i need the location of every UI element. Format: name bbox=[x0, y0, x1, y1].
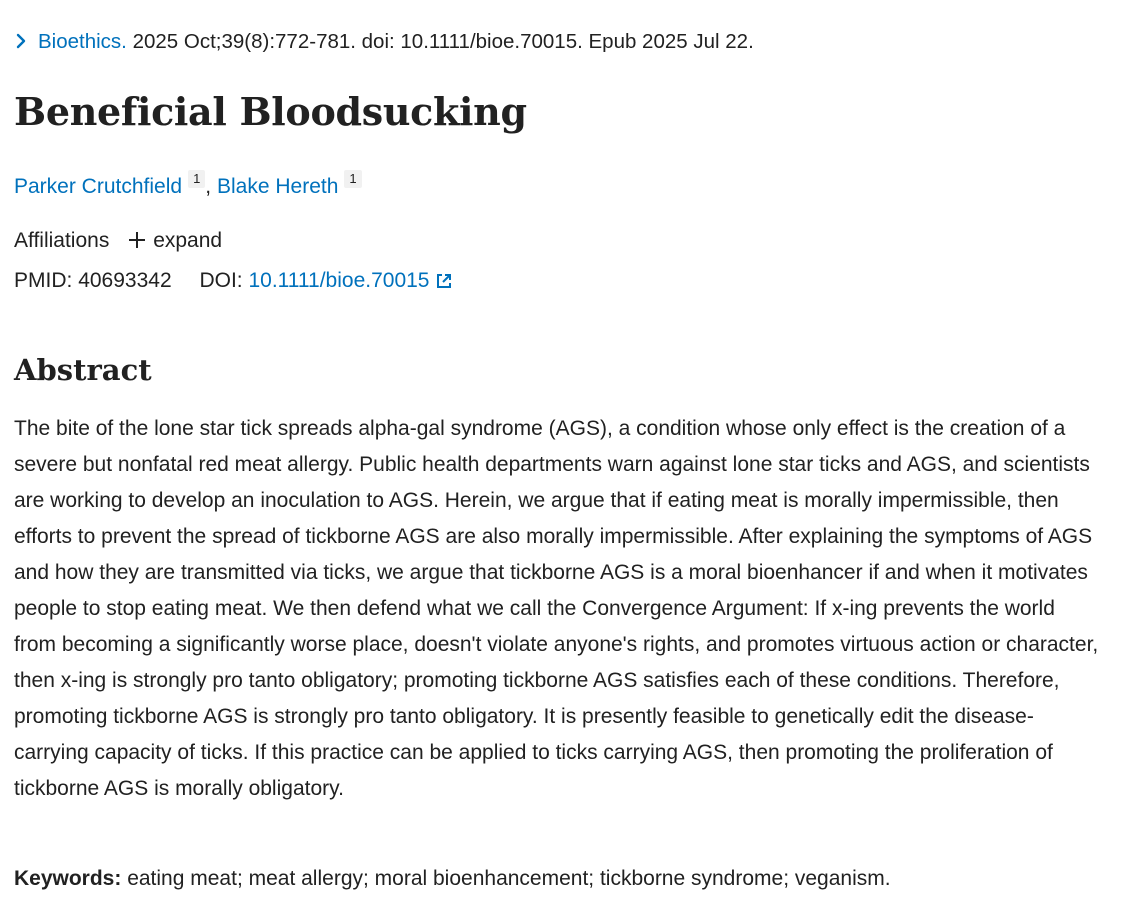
expand-affiliations-button[interactable] bbox=[129, 229, 222, 252]
author-separator: , bbox=[205, 175, 212, 198]
author-list bbox=[14, 170, 362, 202]
affiliation-ref[interactable]: 1 bbox=[188, 170, 205, 188]
chevron-right-icon[interactable] bbox=[14, 33, 28, 49]
affiliations-label: Affiliations bbox=[14, 229, 110, 252]
plus-icon bbox=[129, 232, 145, 248]
citation-line bbox=[14, 29, 754, 55]
journal-link[interactable]: Bioethics. bbox=[38, 30, 127, 53]
abstract-heading: Abstract bbox=[14, 353, 152, 387]
keywords-list: eating meat; meat allergy; moral bioenhancement; tickborne syndrome; veganism. bbox=[127, 867, 891, 890]
doi-link[interactable] bbox=[248, 269, 452, 292]
affiliation-ref[interactable]: 1 bbox=[344, 170, 361, 188]
author-link[interactable]: Blake Hereth bbox=[216, 175, 339, 198]
pmid-value: 40693342 bbox=[78, 269, 172, 292]
pmid-label: PMID: bbox=[14, 269, 73, 292]
keywords-label: Keywords: bbox=[14, 867, 122, 890]
article-title: Beneficial Bloodsucking bbox=[14, 89, 527, 134]
external-link-icon bbox=[435, 272, 453, 290]
doi-value: 10.1111/bioe.70015 bbox=[248, 269, 430, 292]
doi-label: DOI: bbox=[199, 269, 243, 292]
abstract-text: The bite of the lone star tick spreads alpha-gal syndrome (AGS), a condition whose only effect is the creation of a severe but nonfatal red meat allergy. Public health departments warn against lone star ticks and AGS, and scientists are working to develop an inoculation to AGS. Herein, we argue that if eating meat is morally impermissible, then efforts to prevent the spread of tickborne AGS are also morally impermissible. After explaining the symptoms of AGS and how they are transmitted via ticks, we argue that tickborne AGS is a moral bioenhancer if and when it motivates people to stop eating meat. We then defend what we call the Convergence Argument: If x-ing prevents the world from becoming a significantly worse place, doesn't violate anyone's rights, and promotes virtuous action or character, then x-ing is strongly pro tanto obligatory; promoting tickborne AGS satisfies each of these conditions. Therefore, promoting tickborne AGS is strongly pro tanto obligatory. It is presently feasible to genetically edit the disease-carrying capacity of ticks. If this practice can be applied to ticks carrying AGS, then promoting the proliferation of tickborne AGS is morally obligatory. bbox=[14, 417, 1099, 800]
keywords-row bbox=[14, 862, 891, 896]
expand-label: expand bbox=[153, 229, 223, 252]
affiliations-row bbox=[14, 226, 222, 256]
citation-details: 2025 Oct;39(8):772-781. doi: 10.1111/bioe.70015. Epub 2025 Jul 22. bbox=[132, 30, 754, 53]
author-link[interactable]: Parker Crutchfield bbox=[14, 175, 183, 198]
identifiers-row bbox=[14, 266, 453, 296]
